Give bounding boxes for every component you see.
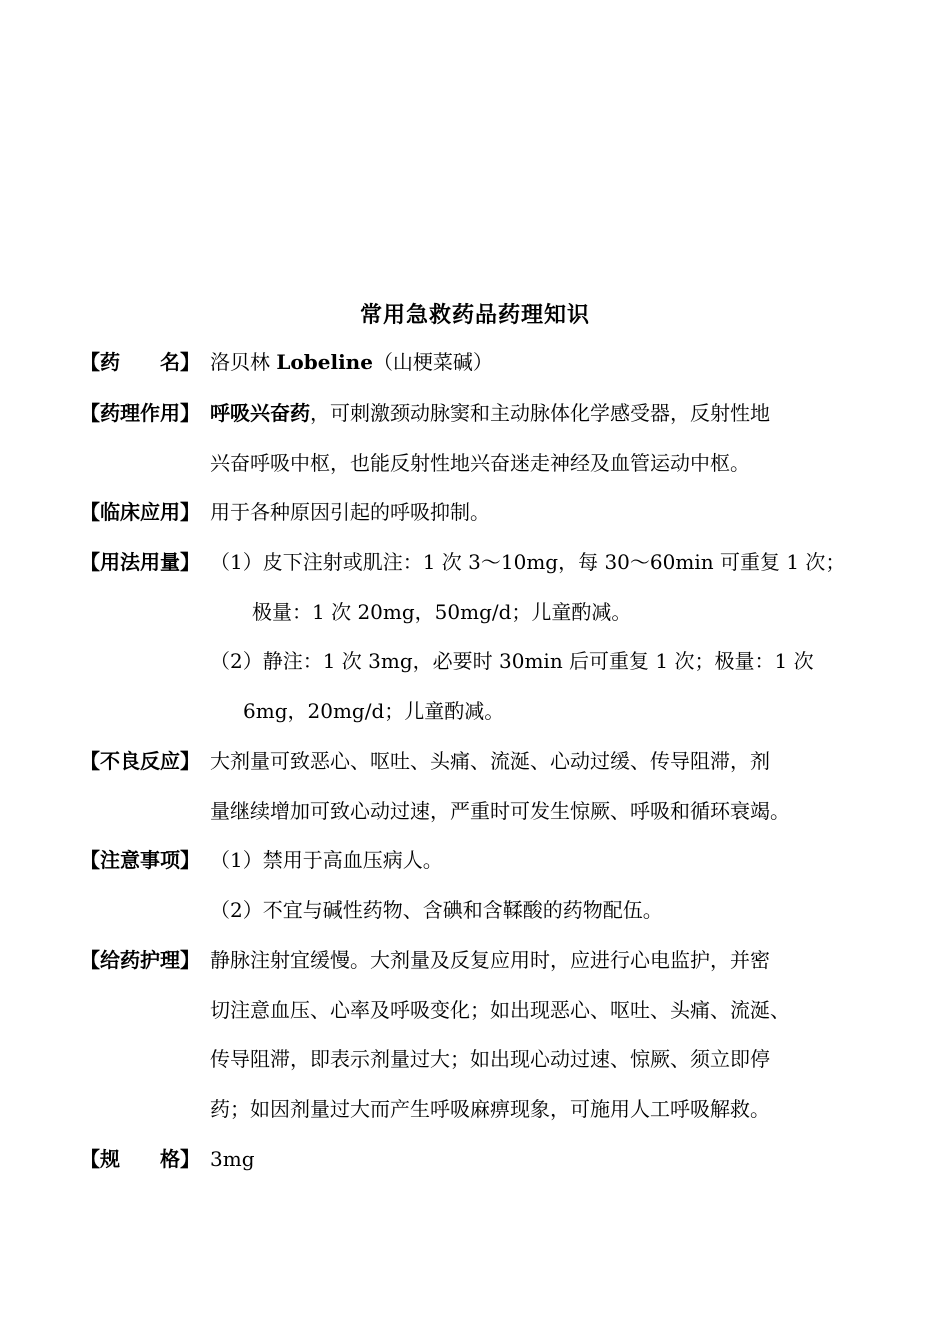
drug-name-value	[210, 347, 493, 377]
drug-name-english: Lobeline	[276, 350, 373, 374]
nursing-line-1: 静脉注射宜缓慢。大剂量及反复应用时，应进行心电监护，并密	[210, 948, 770, 972]
pharmacology-line-1-rest: ，可刺激颈动脉窦和主动脉体化学感受器，反射性地	[310, 401, 770, 425]
document-title: 常用急救药品药理知识	[359, 302, 590, 328]
adverse-line-2: 量继续增加可致心动过速，严重时可发生惊厥、呼吸和循环衰竭。	[210, 799, 790, 823]
precautions-label: 【注意事项】	[80, 848, 200, 872]
pharmacology-bold-lead: 呼吸兴奋药	[210, 401, 310, 425]
drug-name-prefix: 洛贝林	[210, 350, 277, 374]
pharmacology-line-2: 兴奋呼吸中枢，也能反射性地兴奋迷走神经及血管运动中枢。	[210, 451, 750, 475]
clinical-label: 【临床应用】	[80, 500, 200, 524]
nursing-line-3: 传导阻滞，即表示剂量过大；如出现心动过速、惊厥、须立即停	[210, 1047, 770, 1071]
drug-name-suffix: （山梗菜碱）	[372, 350, 493, 374]
adverse-label: 【不良反应】	[80, 749, 200, 773]
adverse-line-1: 大剂量可致恶心、呕吐、头痛、流涎、心动过缓、传导阻滞，剂	[210, 749, 770, 773]
dosage-line-2: 极量：1 次 20mg，50mg/d；儿童酌减。	[252, 600, 632, 624]
drug-name-label: 【药 名】	[80, 350, 200, 374]
dosage-line-4: 6mg，20mg/d；儿童酌减。	[243, 699, 505, 723]
nursing-line-4: 药；如因剂量过大而产生呼吸麻痹现象，可施用人工呼吸解救。	[210, 1097, 770, 1121]
spec-value: 3mg	[210, 1147, 255, 1171]
precautions-line-1: （1）禁用于高血压病人。	[210, 848, 443, 872]
dosage-line-3: （2）静注：1 次 3mg，必要时 30min 后可重复 1 次；极量：1 次	[210, 649, 814, 673]
pharmacology-line-1	[210, 398, 770, 428]
precautions-line-2: （2）不宜与碱性药物、含碘和含鞣酸的药物配伍。	[210, 898, 663, 922]
nursing-label: 【给药护理】	[80, 948, 200, 972]
clinical-text: 用于各种原因引起的呼吸抑制。	[210, 500, 490, 524]
pharmacology-label: 【药理作用】	[80, 401, 200, 425]
spec-label: 【规 格】	[80, 1147, 200, 1171]
dosage-line-1: （1）皮下注射或肌注：1 次 3～10mg，每 30～60min 可重复 1 次；	[210, 550, 846, 574]
nursing-line-2: 切注意血压、心率及呼吸变化；如出现恶心、呕吐、头痛、流涎、	[210, 998, 790, 1022]
dosage-label: 【用法用量】	[80, 550, 200, 574]
